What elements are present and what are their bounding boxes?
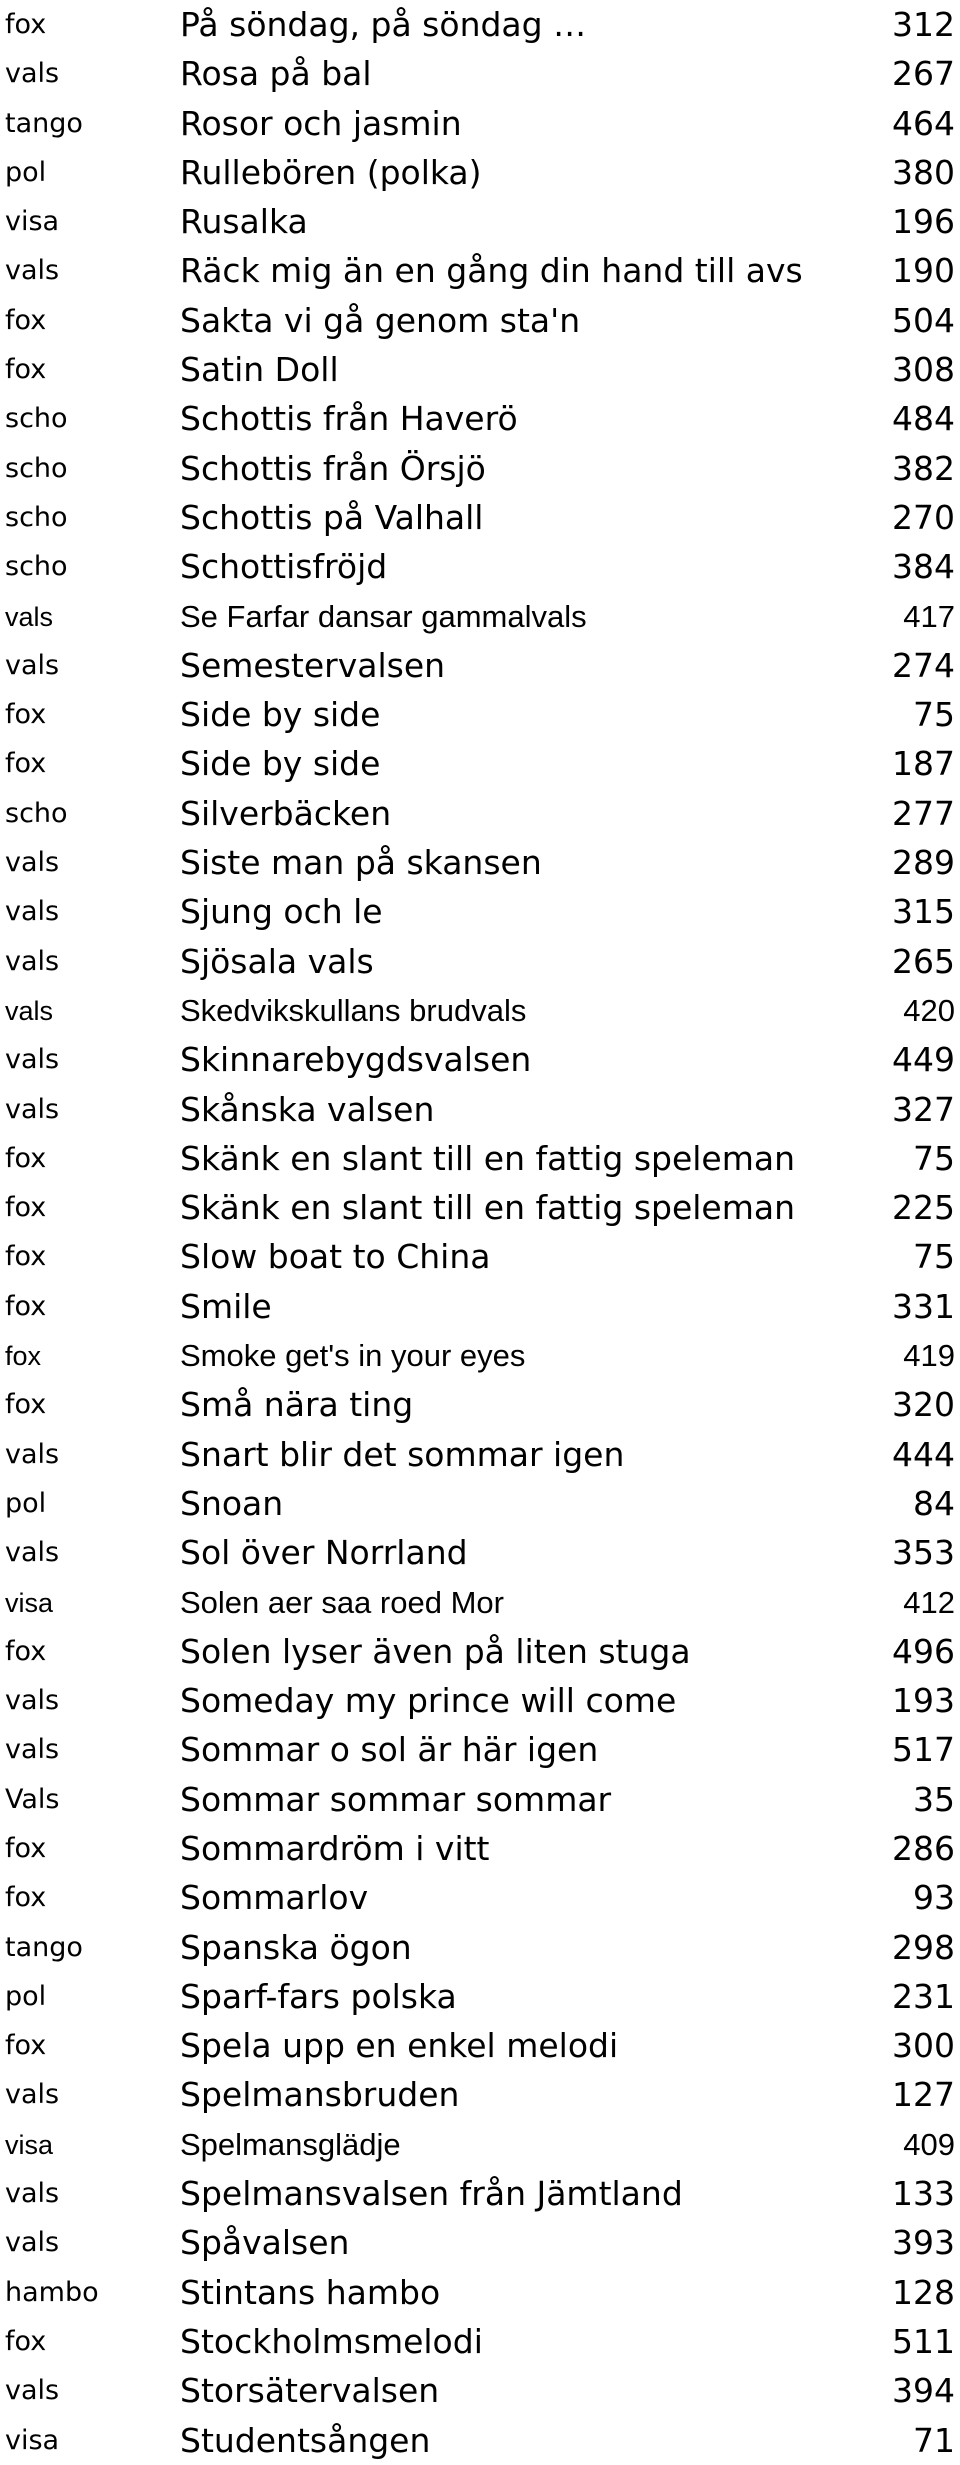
list-item (0, 2317, 960, 2366)
song-title: Rullebören (polka) (180, 153, 482, 192)
list-item (0, 1725, 960, 1774)
song-number: 382 (892, 448, 955, 488)
list-item (0, 690, 960, 739)
song-title: Spelmansbruden (180, 2076, 460, 2115)
song-title: Side by side (180, 696, 381, 735)
dance-type: vals (5, 1093, 60, 1125)
song-title: Räck mig än en gång din hand till avs (180, 252, 803, 291)
list-item (0, 1479, 960, 1528)
song-number: 225 (892, 1188, 955, 1228)
song-title: Skånska valsen (180, 1090, 435, 1129)
song-number: 484 (892, 399, 955, 439)
song-number: 409 (903, 2126, 955, 2162)
dance-type: scho (5, 551, 68, 583)
song-title: Schottis från Örsjö (180, 449, 486, 488)
dance-type: fox (5, 1341, 42, 1372)
song-title: Siste man på skansen (180, 844, 542, 883)
list-item (0, 493, 960, 542)
dance-type: vals (5, 1734, 60, 1766)
list-item (0, 2366, 960, 2415)
list-item (0, 1775, 960, 1824)
song-title: Studentsången (180, 2421, 431, 2460)
dance-type: fox (5, 1241, 47, 1273)
song-title: Sol över Norrland (180, 1534, 468, 1573)
song-title: Spåvalsen (180, 2224, 350, 2263)
song-title: Sparf-fars polska (180, 1977, 457, 2016)
list-item (0, 2218, 960, 2267)
song-number: 75 (913, 695, 955, 735)
song-number: 380 (892, 152, 955, 192)
list-item (0, 296, 960, 345)
list-item (0, 887, 960, 936)
song-number: 298 (892, 1927, 955, 1967)
dance-type: vals (5, 649, 60, 681)
song-number: 504 (892, 300, 955, 340)
dance-type: fox (5, 699, 47, 731)
dance-type: vals (5, 255, 60, 287)
list-item (0, 2070, 960, 2119)
list-item (0, 1380, 960, 1429)
song-title: Someday my prince will come (180, 1682, 677, 1721)
list-item (0, 986, 960, 1035)
song-title: Spanska ögon (180, 1928, 412, 1967)
song-title: Schottis från Haverö (180, 400, 518, 439)
song-title: Side by side (180, 745, 381, 784)
song-title: Sjösala vals (180, 942, 374, 981)
list-item (0, 1331, 960, 1380)
song-number: 265 (892, 941, 955, 981)
list-item (0, 1232, 960, 1281)
list-item (0, 1972, 960, 2021)
song-title: Silverbäcken (180, 794, 392, 833)
list-item (0, 1134, 960, 1183)
song-title: På söndag, på söndag … (180, 6, 587, 44)
song-title: Skänk en slant till en fattig speleman (180, 1189, 796, 1228)
dance-type: pol (5, 1487, 47, 1519)
list-item (0, 394, 960, 443)
song-number: 331 (892, 1286, 955, 1326)
list-item (0, 246, 960, 295)
song-title: Schottis på Valhall (180, 498, 484, 537)
dance-type: vals (5, 2178, 60, 2210)
song-number: 187 (892, 744, 955, 784)
dance-type: vals (5, 1685, 60, 1717)
song-number: 84 (913, 1483, 955, 1523)
song-number: 444 (892, 1434, 955, 1474)
song-title: Snoan (180, 1484, 284, 1523)
song-number: 315 (892, 892, 955, 932)
dance-type: fox (5, 1389, 47, 1421)
song-title: Solen aer saa roed Mor (180, 1584, 504, 1620)
dance-type: vals (5, 1044, 60, 1076)
list-item (0, 1282, 960, 1331)
list-item (0, 1627, 960, 1676)
list-item (0, 1578, 960, 1627)
song-title: Skinnarebygdsvalsen (180, 1041, 532, 1080)
song-number: 417 (903, 598, 955, 634)
song-title: Spelmansglädje (180, 2126, 401, 2162)
song-title: Sommarlov (180, 1879, 369, 1918)
dance-type: scho (5, 452, 68, 484)
song-number: 286 (892, 1828, 955, 1868)
dance-type: visa (5, 206, 60, 238)
song-number: 277 (892, 793, 955, 833)
song-number: 289 (892, 843, 955, 883)
song-title: Solen lyser även på liten stuga (180, 1632, 691, 1671)
song-number: 420 (903, 992, 955, 1028)
dance-type: vals (5, 945, 60, 977)
song-number: 464 (892, 103, 955, 143)
dance-type: fox (5, 2325, 47, 2357)
song-title: Schottisfröjd (180, 548, 388, 587)
song-number: 300 (892, 2026, 955, 2066)
list-item (0, 99, 960, 148)
song-number: 320 (892, 1385, 955, 1425)
dance-type: fox (5, 2030, 47, 2062)
song-number: 193 (892, 1681, 955, 1721)
song-number: 517 (892, 1730, 955, 1770)
song-number: 419 (903, 1338, 955, 1374)
dance-type: vals (5, 1438, 60, 1470)
song-number: 267 (892, 54, 955, 94)
dance-type: fox (5, 1192, 47, 1224)
dance-type: hambo (5, 2276, 99, 2308)
dance-type: vals (5, 2079, 60, 2111)
song-title: Sakta vi gå genom sta'n (180, 301, 581, 340)
song-title: Satin Doll (180, 351, 339, 390)
song-title: Slow boat to China (180, 1238, 491, 1277)
list-item (0, 1430, 960, 1479)
dance-type: tango (5, 1931, 83, 1963)
song-number: 449 (892, 1040, 955, 1080)
list-item (0, 838, 960, 887)
song-number: 308 (892, 350, 955, 390)
dance-type: vals (5, 896, 60, 928)
list-item (0, 641, 960, 690)
song-number: 274 (892, 645, 955, 685)
song-title: Stintans hambo (180, 2273, 441, 2312)
song-title: Rusalka (180, 203, 308, 242)
song-number: 353 (892, 1533, 955, 1573)
dance-type: vals (5, 1537, 60, 1569)
list-item (0, 789, 960, 838)
song-title: Sjung och le (180, 893, 383, 932)
song-title: Skedvikskullans brudvals (180, 992, 527, 1028)
dance-type: visa (5, 2129, 54, 2160)
dance-type: fox (5, 1635, 47, 1667)
dance-type: pol (5, 1980, 47, 2012)
dance-type: scho (5, 797, 68, 829)
song-number: 133 (892, 2174, 955, 2214)
dance-type: fox (5, 1142, 47, 1174)
song-number: 384 (892, 547, 955, 587)
song-title: Spela upp en enkel melodi (180, 2027, 619, 2066)
dance-type: scho (5, 501, 68, 533)
dance-type: scho (5, 403, 68, 435)
song-title: Små nära ting (180, 1386, 414, 1425)
song-number: 393 (892, 2223, 955, 2263)
dance-type: fox (5, 9, 47, 40)
song-number: 496 (892, 1631, 955, 1671)
dance-type: vals (5, 2375, 60, 2407)
list-item (0, 937, 960, 986)
list-item (0, 345, 960, 394)
song-title: Rosor och jasmin (180, 104, 462, 143)
dance-type: visa (5, 1587, 54, 1618)
song-title: Sommar sommar sommar (180, 1780, 612, 1819)
song-title: Stockholmsmelodi (180, 2322, 483, 2361)
list-item (0, 2120, 960, 2169)
song-title: Semestervalsen (180, 646, 446, 685)
dance-type: vals (5, 847, 60, 879)
dance-type: fox (5, 748, 47, 780)
dance-type: vals (5, 995, 54, 1026)
dance-type: vals (5, 58, 60, 90)
song-number: 75 (913, 1237, 955, 1277)
list-item (0, 49, 960, 98)
song-number: 71 (913, 2420, 955, 2460)
dance-type: visa (5, 2424, 60, 2456)
song-title: Sommar o sol är här igen (180, 1731, 599, 1770)
song-number: 196 (892, 202, 955, 242)
song-title: Snart blir det sommar igen (180, 1435, 625, 1474)
song-number: 394 (892, 2371, 955, 2411)
song-title: Rosa på bal (180, 55, 372, 94)
dance-type: vals (5, 601, 54, 632)
song-number: 231 (892, 1976, 955, 2016)
song-title: Smoke get's in your eyes (180, 1338, 526, 1374)
song-number: 412 (903, 1584, 955, 1620)
song-number: 327 (892, 1089, 955, 1129)
list-item (0, 1873, 960, 1922)
list-item (0, 2416, 960, 2465)
song-number: 511 (892, 2321, 955, 2361)
list-item (0, 2021, 960, 2070)
list-item (0, 1676, 960, 1725)
dance-type: fox (5, 354, 47, 386)
dance-type: fox (5, 1290, 47, 1322)
song-number: 35 (913, 1779, 955, 1819)
list-item (0, 592, 960, 641)
list-item (0, 1035, 960, 1084)
song-number: 93 (913, 1878, 955, 1918)
song-title: Se Farfar dansar gammalvals (180, 598, 587, 634)
dance-type: pol (5, 156, 47, 188)
song-title: Spelmansvalsen från Jämtland (180, 2175, 683, 2214)
song-number: 270 (892, 497, 955, 537)
song-title: Storsätervalsen (180, 2372, 440, 2411)
list-item (0, 1824, 960, 1873)
list-item (0, 1528, 960, 1577)
song-number: 75 (913, 1138, 955, 1178)
song-number: 127 (892, 2075, 955, 2115)
song-title: Sommardröm i vitt (180, 1829, 490, 1868)
list-item (0, 1085, 960, 1134)
dance-type: fox (5, 1882, 47, 1914)
list-item (0, 0, 960, 49)
song-number: 128 (892, 2272, 955, 2312)
dance-type: fox (5, 1832, 47, 1864)
dance-type: tango (5, 107, 83, 139)
song-title: Skänk en slant till en fattig speleman (180, 1139, 796, 1178)
list-item (0, 1183, 960, 1232)
list-item (0, 148, 960, 197)
list-item (0, 197, 960, 246)
dance-type: vals (5, 2227, 60, 2259)
list-item (0, 2268, 960, 2317)
dance-type: fox (5, 304, 47, 336)
list-item (0, 739, 960, 788)
list-item (0, 542, 960, 591)
list-item (0, 2169, 960, 2218)
dance-type: Vals (5, 1783, 60, 1815)
list-item (0, 444, 960, 493)
song-number: 312 (892, 5, 955, 44)
list-item (0, 1923, 960, 1972)
song-title: Smile (180, 1287, 272, 1326)
song-number: 190 (892, 251, 955, 291)
